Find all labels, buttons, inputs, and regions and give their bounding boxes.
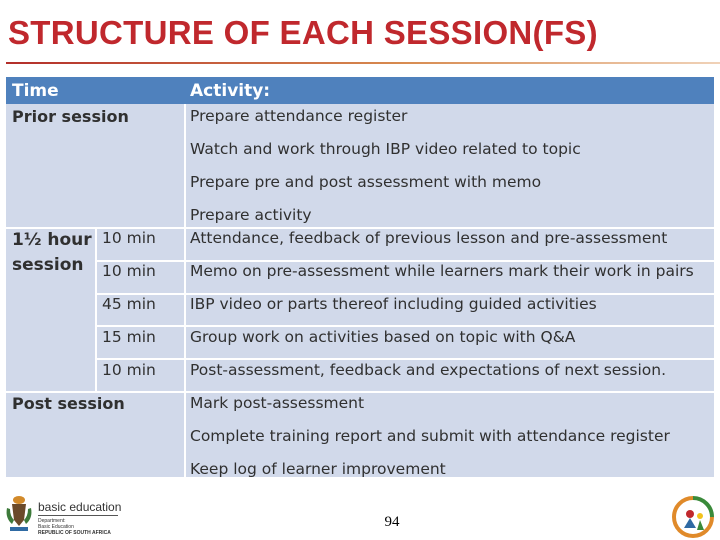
post-item: Keep log of learner improvement (190, 460, 446, 478)
session-label-line1: 1½ hour (12, 230, 92, 250)
header-time-cell (6, 77, 184, 104)
duration-cell: 15 min (102, 328, 156, 346)
grid-line-duration (95, 227, 97, 391)
logo-rule (38, 515, 118, 516)
post-item: Complete training report and submit with attendance register (190, 427, 670, 445)
slide-title: STRUCTURE OF EACH SESSION(FS) (8, 14, 598, 51)
logo-title: basic education (38, 500, 122, 514)
logo-line2: Basic Education (38, 524, 74, 530)
coat-of-arms-icon (4, 494, 34, 534)
department-logo (4, 492, 124, 536)
title-divider (6, 62, 720, 64)
prior-item: Prepare pre and post assessment with memo (190, 173, 542, 191)
anniversary-badge-icon (670, 494, 716, 538)
grid-line (6, 391, 714, 393)
prior-item: Prepare activity (190, 206, 312, 224)
post-session-label: Post session (12, 394, 125, 413)
session-activity: Memo on pre-assessment while learners mark their work in pairs (190, 262, 694, 280)
header-activity-label: Activity: (190, 81, 271, 101)
duration-cell: 10 min (102, 262, 156, 280)
session-label-line2: session (12, 255, 84, 275)
grid-line (95, 325, 714, 327)
prior-item: Watch and work through IBP video related to topic (190, 140, 581, 158)
page-number: 94 (384, 514, 400, 530)
post-item: Mark post-assessment (190, 394, 365, 412)
session-activity: Attendance, feedback of previous lesson and pre-assessment (190, 229, 668, 247)
duration-cell: 10 min (102, 361, 156, 379)
logo-line3: REPUBLIC OF SOUTH AFRICA (38, 530, 111, 536)
duration-cell: 10 min (102, 229, 156, 247)
prior-session-label: Prior session (12, 107, 129, 126)
grid-line-time (184, 104, 186, 477)
session-activity: Post-assessment, feedback and expectations of next session. (190, 361, 667, 379)
header-time-label: Time (12, 81, 59, 101)
prior-item: Prepare attendance register (190, 107, 408, 125)
duration-cell: 45 min (102, 295, 156, 313)
logo-line1: Department: (38, 518, 66, 524)
grid-line (95, 358, 714, 360)
session-activity: Group work on activities based on topic with Q&A (190, 328, 576, 346)
session-structure-table (6, 77, 714, 477)
header-activity-cell (184, 77, 714, 104)
session-activity: IBP video or parts thereof including guided activities (190, 295, 597, 313)
